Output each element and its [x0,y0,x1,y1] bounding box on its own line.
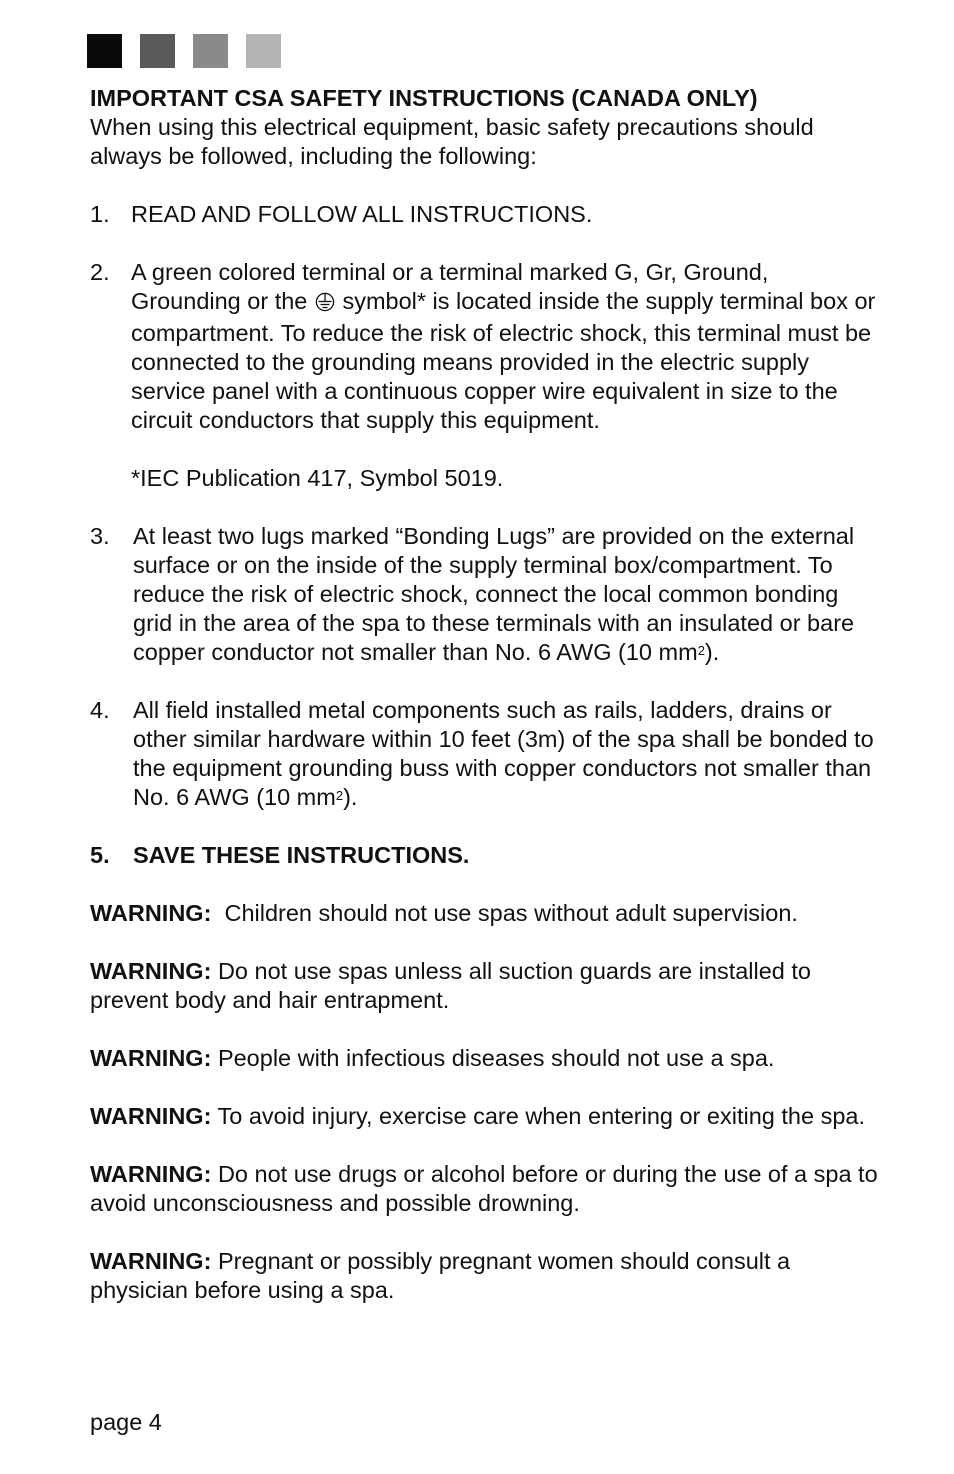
warning-label: WARNING: [90,958,212,984]
header-square-4 [246,34,281,68]
warning-text: Do not use drugs or alcohol before or during the use of a spa to avoid unconsciousness and possible drowning. [90,1161,878,1216]
header-square-3 [193,34,228,68]
warning-text: Pregnant or possibly pregnant women should consult a physician before using a spa. [90,1248,791,1303]
instruction-item-5 [90,841,880,870]
warning-label: WARNING: [90,1248,212,1274]
item-number: 1. [90,201,110,227]
warning-label: WARNING: [90,1045,212,1071]
warning-6 [90,1247,880,1305]
warning-text: Children should not use spas without adult supervision. [224,900,798,926]
warning-3 [90,1044,880,1073]
page-content [90,84,880,1305]
header-square-1 [87,34,122,68]
warning-text: To avoid injury, exercise care when entering or exiting the spa. [217,1103,865,1129]
page-number: page 4 [90,1409,162,1435]
header-square-2 [140,34,175,68]
warning-text: Do not use spas unless all suction guards are installed to prevent body and hair entrapment. [90,958,812,1013]
protective-earth-icon [315,290,335,319]
header-squares [87,34,281,68]
warning-5 [90,1160,880,1218]
intro-paragraph: When using this electrical equipment, basic safety precautions should always be followed, including the following: [90,114,814,169]
warning-1 [90,899,880,928]
item-number: 5. [90,842,110,868]
item-number: 4. [90,697,110,723]
item-number: 3. [90,523,110,549]
warning-label: WARNING: [90,900,212,926]
item-text: SAVE THESE INSTRUCTIONS. [133,842,470,868]
warning-label: WARNING: [90,1161,212,1187]
warning-4 [90,1102,880,1131]
item-number: 2. [90,259,110,285]
item-text: All field installed metal components such as rails, ladders, drains or other similar hardware within 10 feet (3m) of the spa shall be bonded to the equipment grounding buss with copper conductors not smaller than No. 6 AWG (10 $mm^2$). [133,697,874,810]
instruction-item-1 [90,200,880,229]
page-title: IMPORTANT CSA SAFETY INSTRUCTIONS (CANADA ONLY) [90,85,758,111]
item-text: At least two lugs marked “Bonding Lugs” are provided on the external surface or on the inside of the supply terminal box/compartment. To reduce the risk of electric shock, connect the local common bonding grid in the area of the spa to these terminals with an insulated or bare copper conductor not smaller than No. 6 AWG (10 $mm^2$). [133,523,855,665]
item-text: A green colored terminal or a terminal marked G, Gr, Ground, Grounding or the symbol* is located inside the supply terminal box or compartment. To reduce the risk of electric shock, this terminal must be connected to the grounding means provided in the electric supply service panel with a continuous copper wire equivalent in size to the circuit conductors that supply this equipment. [131,259,876,433]
item-text: READ AND FOLLOW ALL INSTRUCTIONS. [131,201,593,227]
superscript: 2 [697,643,705,658]
warning-label: WARNING: [90,1103,212,1129]
warning-text: People with infectious diseases should not use a spa. [217,1045,775,1071]
instruction-item-3 [90,522,880,667]
instruction-item-2 [90,258,880,435]
warning-2 [90,957,880,1015]
iec-footnote: *IEC Publication 417, Symbol 5019. [131,465,504,491]
instruction-item-4 [90,696,880,812]
superscript: 2 [335,788,344,803]
